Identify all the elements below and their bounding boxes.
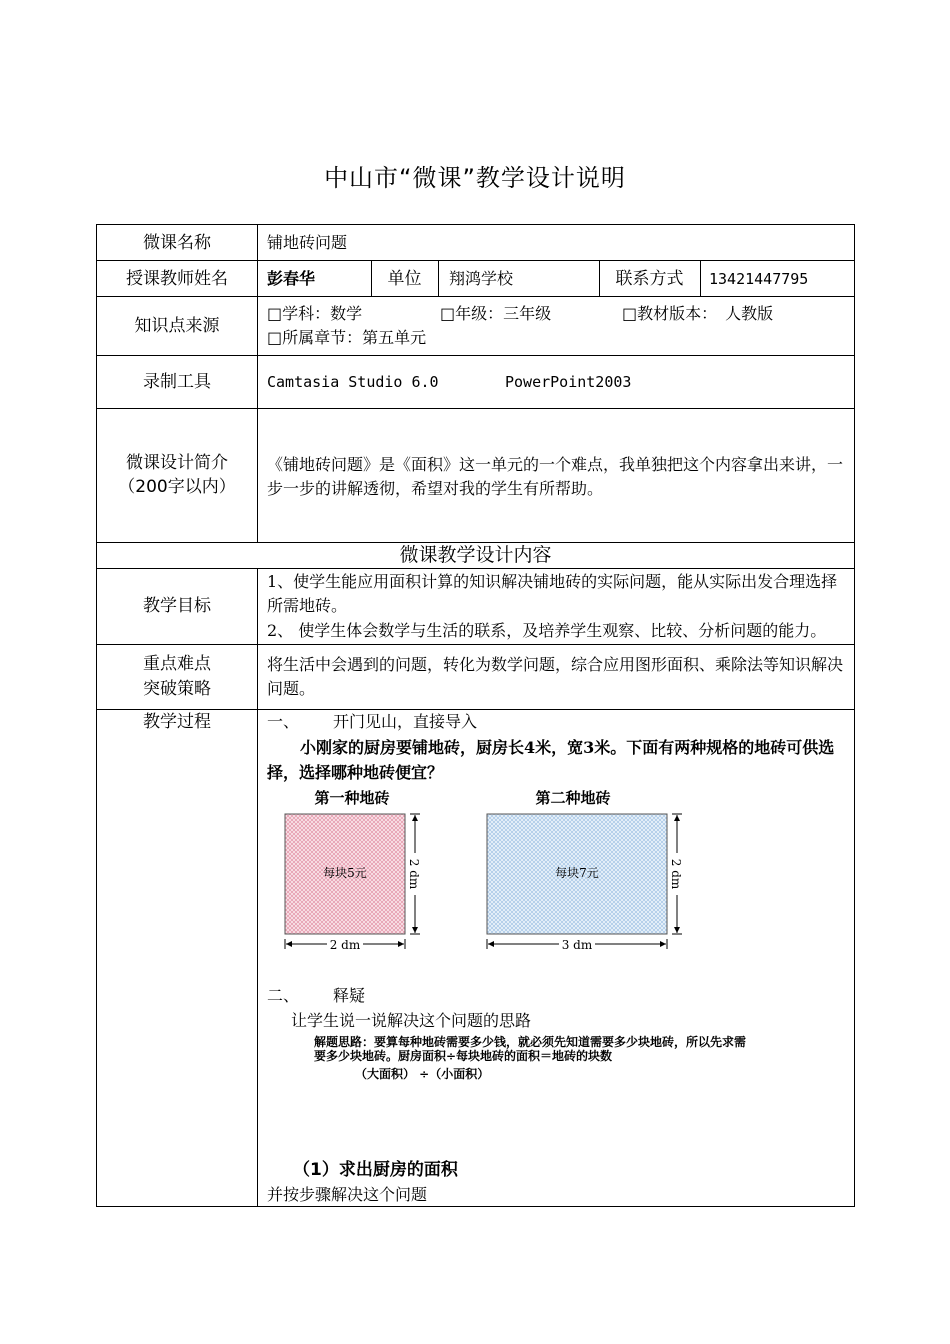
intro-text: 《铺地砖问题》是《面积》这一单元的一个难点，我单独把这个内容拿出来讲，一步一步的讲解透彻，希望对我的学生有所帮助。 — [267, 455, 844, 498]
key-points-text: 将生活中会遇到的问题，转化为数学问题，综合应用图形面积、乘除法等知识解决问题。 — [267, 655, 844, 698]
section-title: 微课教学设计内容 — [399, 544, 552, 566]
hint-line-3: （大面积） ÷（小面积） — [355, 1067, 490, 1081]
label-course-name: 微课名称 — [143, 233, 211, 253]
tile1-title: 第一种地砖 — [314, 789, 390, 807]
tile2-title: 第二种地砖 — [535, 789, 611, 807]
hint-line-1: 解题思路：要算每种地砖需要多少钱，就必须先知道需要多少块地砖，所以先求需 — [314, 1035, 747, 1049]
tile2-width-label: 3 dm — [561, 938, 593, 952]
label-unit: 单位 — [387, 269, 422, 289]
course-name-value: 铺地砖问题 — [267, 233, 348, 252]
unit-value: 翔鸿学校 — [449, 269, 514, 288]
step1-title: 开门见山，直接导入 — [333, 712, 478, 731]
grade-value: □年级：三年级 — [440, 304, 552, 323]
edition-value: □教材版本： 人教版 — [622, 304, 774, 323]
tool-camtasia: Camtasia Studio 6.0 — [267, 373, 439, 391]
design-table — [96, 224, 855, 1207]
step2-number: 二、 — [267, 986, 300, 1005]
label-teacher-name: 授课教师姓名 — [126, 269, 228, 289]
tiles-figure — [257, 781, 697, 961]
label-teaching-process: 教学过程 — [143, 712, 211, 732]
step1-number: 一、 — [267, 712, 300, 731]
label-intro-limit: （200字以内） — [118, 477, 236, 497]
tile1-price: 每块5元 — [323, 866, 367, 880]
tile2-price: 每块7元 — [555, 866, 599, 880]
hint-line-2: 要多少块地砖。厨房面积÷每块地砖的面积＝地砖的块数 — [314, 1049, 613, 1063]
goal-2: 2、 使学生体会数学与生活的联系，及培养学生观察、比较、分析问题的能力。 — [267, 621, 827, 640]
label-recording-tools: 录制工具 — [143, 372, 211, 392]
tool-powerpoint: PowerPoint2003 — [505, 373, 632, 391]
label-key-points: 重点难点 — [143, 654, 211, 674]
tile1-width-label: 2 dm — [329, 938, 361, 952]
label-knowledge-source: 知识点来源 — [134, 316, 220, 336]
step2-title: 释疑 — [333, 986, 366, 1005]
tile1-height-label: 2 dm — [407, 858, 421, 890]
tile2-height-label: 2 dm — [669, 858, 683, 890]
substep-1-text: 并按步骤解决这个问题 — [267, 1185, 428, 1204]
step2-text: 让学生说一说解决这个问题的思路 — [291, 1011, 532, 1030]
chapter-value: □所属章节：第五单元 — [267, 328, 427, 347]
teacher-name-value: 彭春华 — [267, 269, 316, 288]
substep-1: （1）求出厨房的面积 — [293, 1160, 458, 1180]
page-title: 中山市“微课”教学设计说明 — [324, 164, 626, 192]
label-intro: 微课设计简介 — [126, 453, 228, 473]
label-strategy: 突破策略 — [143, 679, 211, 699]
problem-text: 小刚家的厨房要铺地砖，厨房长4米，宽3米。下面有两种规格的地砖可供选择，选择哪种地砖便宜？ — [267, 738, 835, 782]
contact-value: 13421447795 — [709, 270, 809, 288]
goal-1: 1、使学生能应用面积计算的知识解决铺地砖的实际问题，能从实际出发合理选择所需地砖。 — [267, 572, 838, 615]
label-contact: 联系方式 — [615, 269, 684, 289]
label-teaching-goals: 教学目标 — [143, 596, 211, 616]
subject-value: □学科：数学 — [267, 304, 363, 323]
